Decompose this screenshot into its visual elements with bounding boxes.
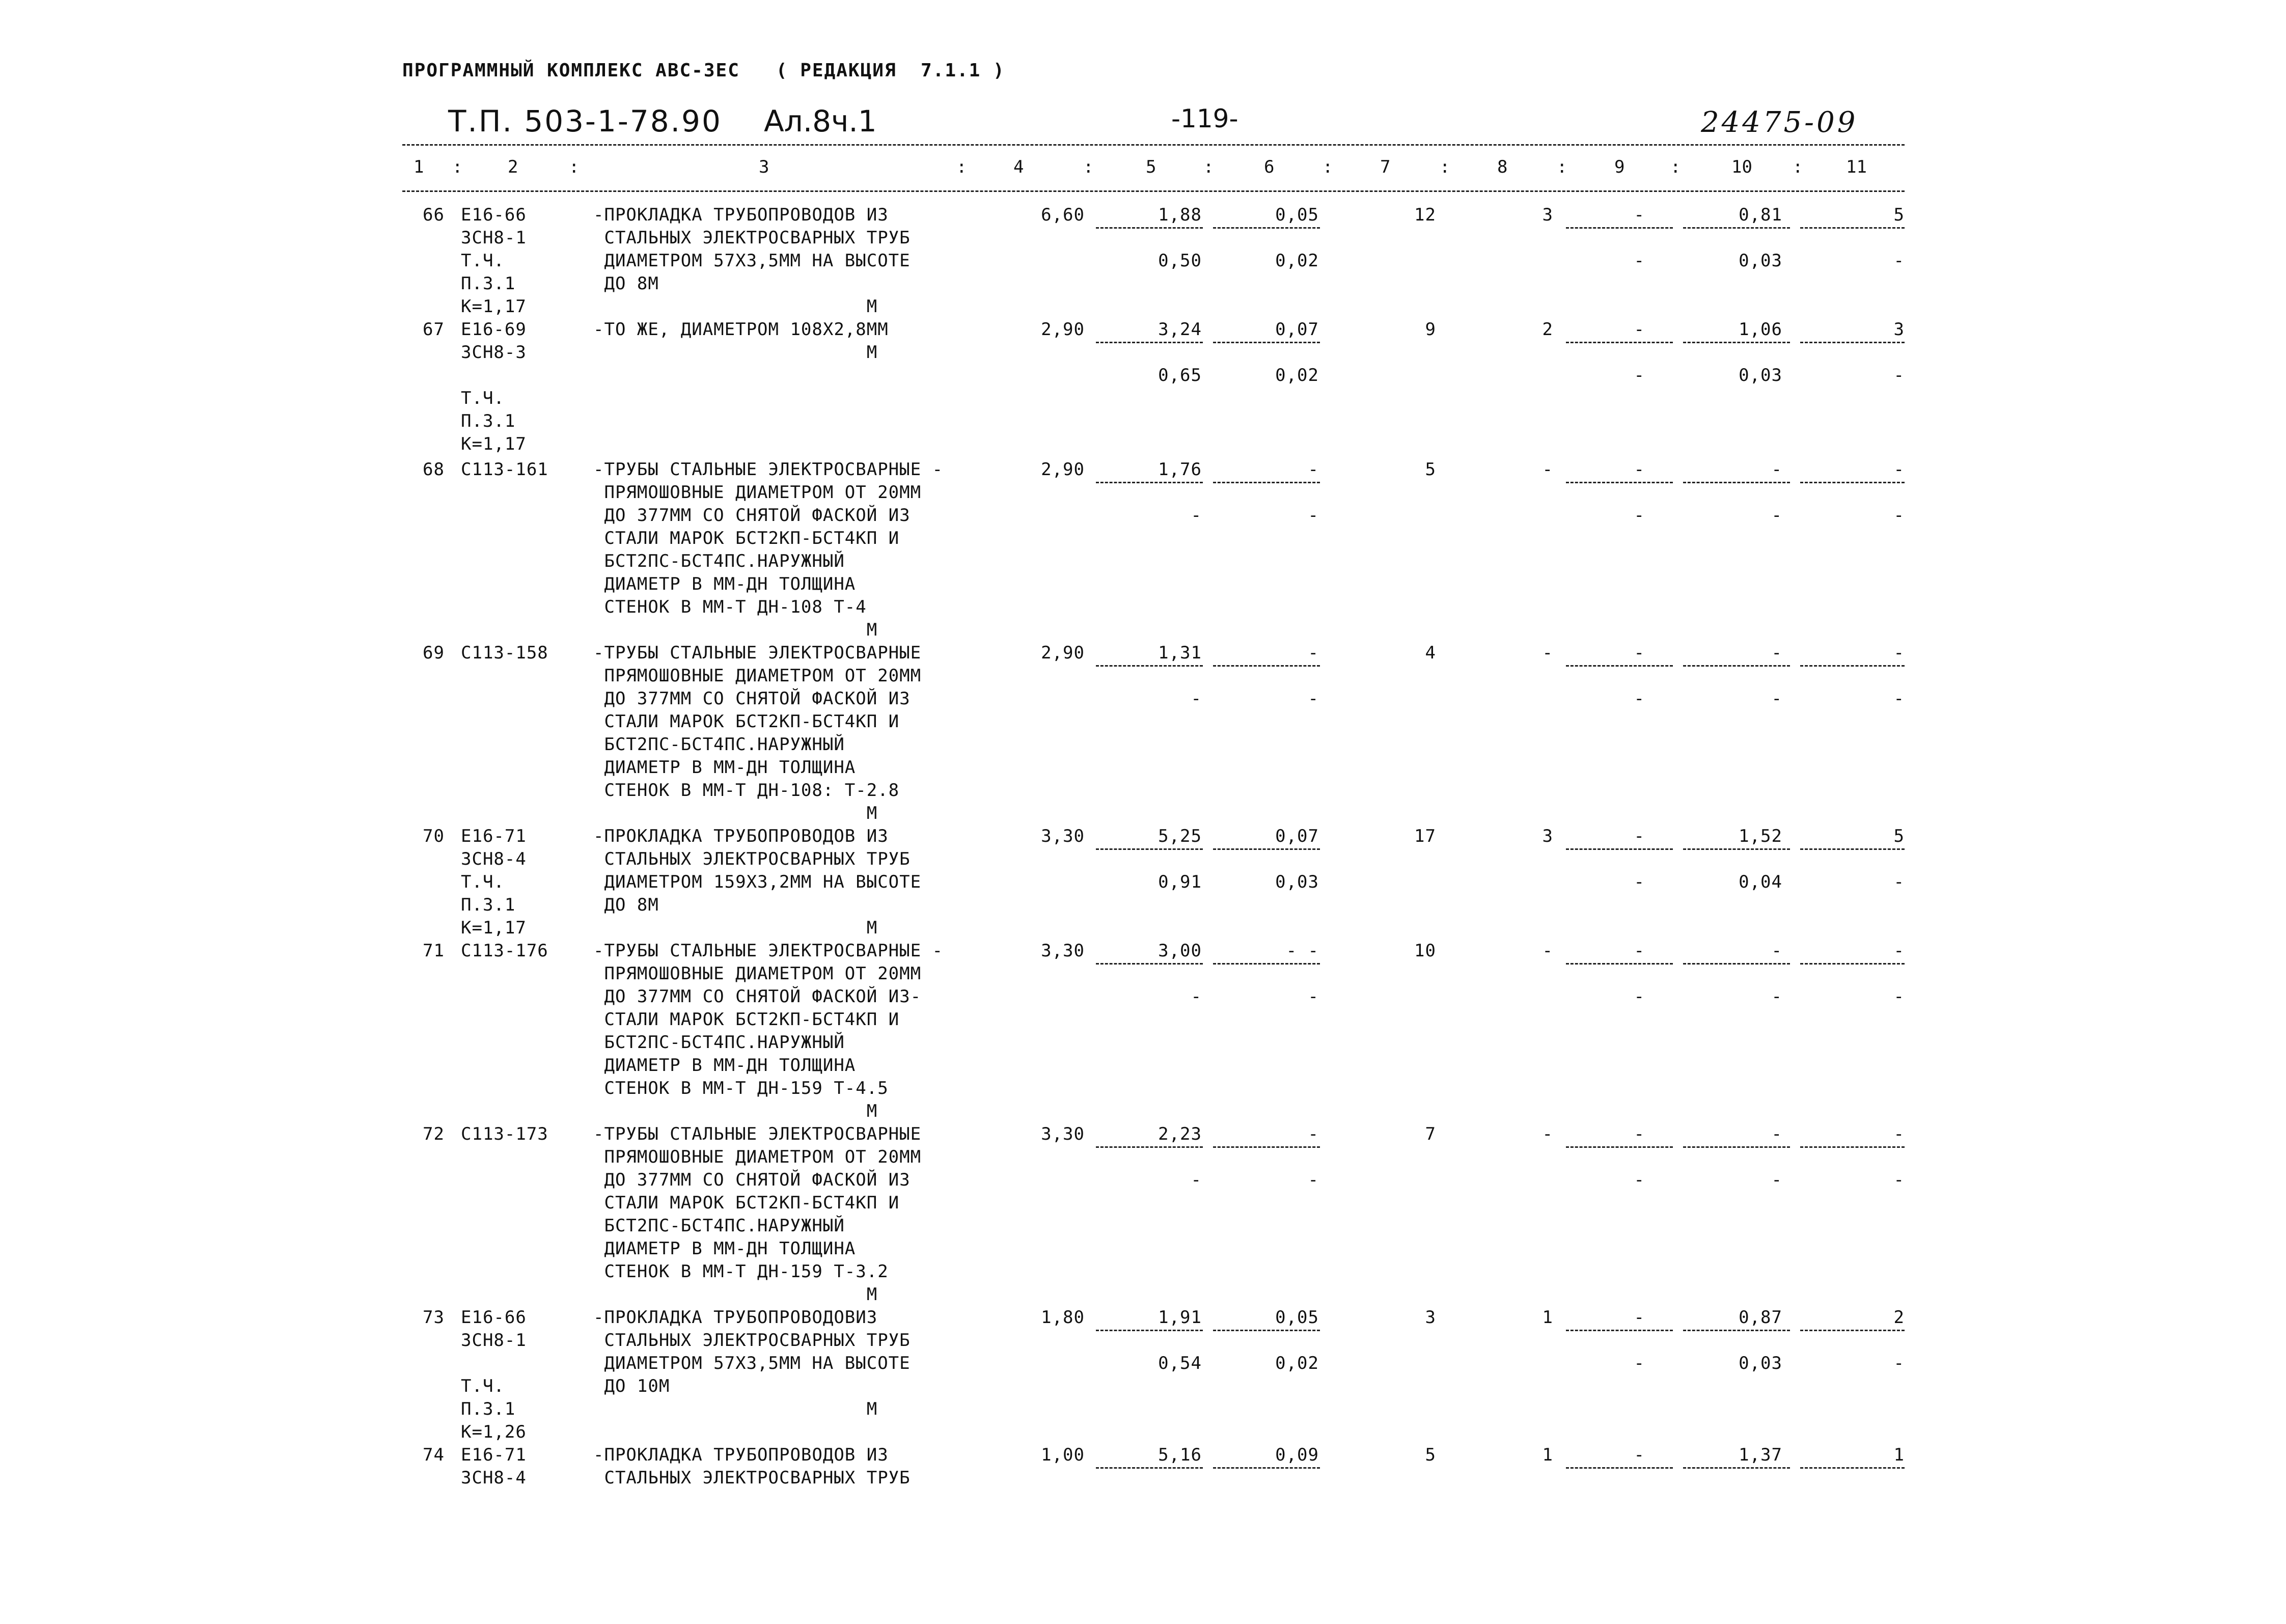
value-divider — [1683, 963, 1790, 965]
row-code: 3СН8-1 — [461, 228, 527, 248]
value-divider — [1683, 848, 1790, 850]
row-description: СТАЛЬНЫХ ЭЛЕКТРОСВАРНЫХ ТРУБ — [593, 849, 911, 869]
cell-c9: - — [1634, 365, 1645, 386]
col-header-3: 3 — [759, 157, 769, 177]
row-description: М — [593, 803, 878, 823]
cell-c11: - — [1893, 1353, 1905, 1373]
cell-c5: 3,24 — [1158, 319, 1202, 340]
row-description: ПРЯМОШОВНЫЕ ДИАМЕТРОМ ОТ 20ММ — [593, 964, 922, 984]
cell-col7: 5 — [1425, 459, 1436, 480]
cell-col4: 1,80 — [1041, 1307, 1085, 1328]
row-description: -ТО ЖЕ, ДИАМЕТРОМ 108Х2,8ММ — [593, 319, 889, 340]
cell-c5: 0,54 — [1158, 1353, 1202, 1373]
cell-c5: - — [1191, 1170, 1202, 1190]
row-number: 72 — [423, 1124, 445, 1144]
row-description: ДИАМЕТР В ММ-ДН ТОЛЩИНА — [593, 1055, 856, 1076]
cell-col4: 3,30 — [1041, 941, 1085, 961]
cell-col8: 3 — [1542, 205, 1553, 225]
cell-c6: 0,02 — [1275, 365, 1319, 386]
cell-c10: - — [1771, 1170, 1782, 1190]
cell-col8: - — [1542, 459, 1553, 480]
cell-col4: 2,90 — [1041, 319, 1085, 340]
cell-col4: 3,30 — [1041, 1124, 1085, 1144]
row-description: СТЕНОК В ММ-Т ДН-108: Т-2.8 — [593, 780, 900, 801]
row-description: -ТРУБЫ СТАЛЬНЫЕ ЭЛЕКТРОСВАРНЫЕ — [593, 1124, 922, 1144]
value-divider — [1096, 963, 1203, 965]
value-divider — [1096, 1330, 1203, 1331]
col-header-11: 11 — [1846, 157, 1867, 177]
row-code: 3СН8-4 — [461, 1468, 527, 1488]
col-sep: : — [1557, 157, 1567, 177]
value-divider — [1096, 848, 1203, 850]
value-divider — [1683, 1146, 1790, 1148]
cell-c10: 0,81 — [1739, 205, 1782, 225]
row-description: ДО 377ММ СО СНЯТОЙ ФАСКОЙ ИЗ — [593, 1170, 911, 1190]
row-description: ДИАМЕТР В ММ-ДН ТОЛЩИНА — [593, 574, 856, 594]
col-header-2: 2 — [508, 157, 518, 177]
value-divider — [1683, 1330, 1790, 1331]
value-divider — [1213, 1467, 1320, 1469]
value-divider — [1683, 227, 1790, 229]
value-divider — [1096, 1146, 1203, 1148]
cell-c6: - — [1308, 986, 1319, 1007]
cell-c9: - — [1634, 459, 1645, 480]
row-description: М — [593, 342, 878, 363]
value-divider — [1213, 482, 1320, 483]
row-description: М — [593, 918, 878, 938]
row-description: СТЕНОК В ММ-Т ДН-159 Т-4.5 — [593, 1078, 889, 1098]
document-code: Т.П. 503-1-78.90 — [448, 104, 722, 139]
row-description: ДИАМЕТРОМ 57Х3,5ММ НА ВЫСОТЕ — [593, 1353, 911, 1373]
value-divider — [1213, 848, 1320, 850]
cell-c5: 1,31 — [1158, 643, 1202, 663]
row-code: П.3.1 — [461, 1399, 516, 1419]
col-sep: : — [1793, 157, 1803, 177]
col-header-1: 1 — [414, 157, 424, 177]
row-number: 71 — [423, 941, 445, 961]
cell-c6: 0,07 — [1275, 826, 1319, 846]
row-description: М — [593, 1101, 878, 1121]
cell-col4: 2,90 — [1041, 459, 1085, 480]
cell-c9: - — [1634, 872, 1645, 892]
value-divider — [1800, 1467, 1905, 1469]
row-description: ДО 10М — [593, 1376, 670, 1396]
row-code: К=1,17 — [461, 918, 527, 938]
cell-c10: - — [1771, 1124, 1782, 1144]
col-sep: : — [1203, 157, 1214, 177]
col-sep: : — [1440, 157, 1450, 177]
row-description: СТАЛИ МАРОК БСТ2КП-БСТ4КП И — [593, 528, 900, 548]
cell-c5: - — [1191, 986, 1202, 1007]
row-description: СТАЛИ МАРОК БСТ2КП-БСТ4КП И — [593, 1193, 900, 1213]
col-header-5: 5 — [1146, 157, 1156, 177]
cell-c6: - — [1308, 1170, 1319, 1190]
value-divider — [1213, 665, 1320, 667]
value-divider — [1213, 1146, 1320, 1148]
cell-c6: 0,03 — [1275, 872, 1319, 892]
row-description: БСТ2ПС-БСТ4ПС.НАРУЖНЫЙ — [593, 734, 845, 755]
row-description: -ПРОКЛАДКА ТРУБОПРОВОДОВИЗ — [593, 1307, 878, 1328]
row-code: Е16-71 — [461, 826, 527, 846]
value-divider — [1096, 227, 1203, 229]
cell-c11: - — [1893, 986, 1905, 1007]
row-code: 3СН8-3 — [461, 342, 527, 363]
row-number: 70 — [423, 826, 445, 846]
row-description: ДО 8М — [593, 273, 659, 294]
row-description: СТАЛИ МАРОК БСТ2КП-БСТ4КП И — [593, 1009, 900, 1030]
row-code: С113-158 — [461, 643, 548, 663]
row-description: М — [593, 620, 878, 640]
cell-c10: - — [1771, 689, 1782, 709]
value-divider — [1800, 1330, 1905, 1331]
cell-c10: - — [1771, 643, 1782, 663]
cell-c6: - — [1308, 689, 1319, 709]
cell-c5: 0,91 — [1158, 872, 1202, 892]
cell-c11: - — [1893, 689, 1905, 709]
cell-c9: - — [1634, 1307, 1645, 1328]
row-code: С113-173 — [461, 1124, 548, 1144]
archive-number: 24475-09 — [1701, 106, 1858, 139]
cell-c6: - — [1308, 505, 1319, 526]
row-description: БСТ2ПС-БСТ4ПС.НАРУЖНЫЙ — [593, 1216, 845, 1236]
row-description: -ТРУБЫ СТАЛЬНЫЕ ЭЛЕКТРОСВАРНЫЕ - — [593, 941, 944, 961]
row-description: СТАЛЬНЫХ ЭЛЕКТРОСВАРНЫХ ТРУБ — [593, 1468, 911, 1488]
cell-c10: - — [1771, 505, 1782, 526]
col-sep: : — [1670, 157, 1681, 177]
cell-col8: 1 — [1542, 1445, 1553, 1465]
value-divider — [1800, 665, 1905, 667]
cell-c5: 1,76 — [1158, 459, 1202, 480]
cell-c6: 0,07 — [1275, 319, 1319, 340]
cell-col7: 12 — [1414, 205, 1436, 225]
cell-c11: 1 — [1893, 1445, 1905, 1465]
value-divider — [1213, 963, 1320, 965]
program-title: ПРОГРАММНЫЙ КОМПЛЕКС АВС-3ЕС ( РЕДАКЦИЯ 7.1.1 ) — [402, 60, 1005, 81]
row-code: Т.Ч. — [461, 872, 505, 892]
row-description: -ТРУБЫ СТАЛЬНЫЕ ЭЛЕКТРОСВАРНЫЕ - — [593, 459, 944, 480]
col-sep: : — [569, 157, 580, 177]
cell-c9: - — [1634, 941, 1645, 961]
cell-c10: 0,03 — [1739, 251, 1782, 271]
cell-c9: - — [1634, 1170, 1645, 1190]
cell-c9: - — [1634, 205, 1645, 225]
cell-c10: 0,03 — [1739, 1353, 1782, 1373]
row-code: Т.Ч. — [461, 388, 505, 408]
row-description: ДИАМЕТР В ММ-ДН ТОЛЩИНА — [593, 1238, 856, 1259]
col-header-8: 8 — [1497, 157, 1508, 177]
value-divider — [1566, 482, 1673, 483]
cell-c5: 2,23 — [1158, 1124, 1202, 1144]
cell-c10: - — [1771, 941, 1782, 961]
cell-c9: - — [1634, 319, 1645, 340]
value-divider — [1683, 342, 1790, 343]
row-description: СТЕНОК В ММ-Т ДН-108 Т-4 — [593, 597, 867, 617]
row-description: ДО 8М — [593, 895, 659, 915]
cell-c11: - — [1893, 365, 1905, 386]
cell-col4: 2,90 — [1041, 643, 1085, 663]
cell-col8: - — [1542, 1124, 1553, 1144]
cell-c9: - — [1634, 1124, 1645, 1144]
cell-c10: - — [1771, 459, 1782, 480]
cell-col8: 1 — [1542, 1307, 1553, 1328]
row-description: -ПРОКЛАДКА ТРУБОПРОВОДОВ ИЗ — [593, 826, 889, 846]
cell-c11: 5 — [1893, 205, 1905, 225]
cell-c5: 0,65 — [1158, 365, 1202, 386]
cell-col8: - — [1542, 941, 1553, 961]
row-description: СТАЛЬНЫХ ЭЛЕКТРОСВАРНЫХ ТРУБ — [593, 228, 911, 248]
cell-col8: 2 — [1542, 319, 1553, 340]
row-description: СТАЛЬНЫХ ЭЛЕКТРОСВАРНЫХ ТРУБ — [593, 1330, 911, 1351]
col-sep: : — [956, 157, 967, 177]
cell-c9: - — [1634, 251, 1645, 271]
row-code: П.3.1 — [461, 895, 516, 915]
row-code: Е16-66 — [461, 205, 527, 225]
row-description: ПРЯМОШОВНЫЕ ДИАМЕТРОМ ОТ 20ММ — [593, 482, 922, 503]
cell-c11: - — [1893, 872, 1905, 892]
row-description: ДО 377ММ СО СНЯТОЙ ФАСКОЙ ИЗ- — [593, 986, 922, 1007]
cell-c5: 1,91 — [1158, 1307, 1202, 1328]
cell-c5: 1,88 — [1158, 205, 1202, 225]
cell-c10: 1,06 — [1739, 319, 1782, 340]
cell-c10: 0,87 — [1739, 1307, 1782, 1328]
value-divider — [1566, 665, 1673, 667]
cell-c6: - — [1308, 1124, 1319, 1144]
value-divider — [1800, 227, 1905, 229]
row-description: -ТРУБЫ СТАЛЬНЫЕ ЭЛЕКТРОСВАРНЫЕ — [593, 643, 922, 663]
value-divider — [1566, 227, 1673, 229]
value-divider — [1683, 665, 1790, 667]
cell-c9: - — [1634, 1445, 1645, 1465]
row-code: К=1,17 — [461, 434, 527, 454]
row-code: К=1,17 — [461, 296, 527, 317]
value-divider — [1800, 1146, 1905, 1148]
col-sep: : — [452, 157, 463, 177]
col-sep: : — [1083, 157, 1094, 177]
cell-col7: 7 — [1425, 1124, 1436, 1144]
cell-c5: 5,16 — [1158, 1445, 1202, 1465]
cell-c5: 3,00 — [1158, 941, 1202, 961]
cell-c11: - — [1893, 941, 1905, 961]
cell-col4: 6,60 — [1041, 205, 1085, 225]
row-number: 67 — [423, 319, 445, 340]
row-code: К=1,26 — [461, 1422, 527, 1442]
cell-c11: - — [1893, 505, 1905, 526]
row-description: М — [593, 1284, 878, 1305]
cell-col8: - — [1542, 643, 1553, 663]
row-number: 68 — [423, 459, 445, 480]
cell-c6: - — [1308, 459, 1319, 480]
value-divider — [1566, 342, 1673, 343]
row-description: СТЕНОК В ММ-Т ДН-159 Т-3.2 — [593, 1261, 889, 1282]
cell-c11: - — [1893, 459, 1905, 480]
cell-c9: - — [1634, 986, 1645, 1007]
col-header-9: 9 — [1614, 157, 1625, 177]
value-divider — [1566, 1330, 1673, 1331]
value-divider — [1800, 848, 1905, 850]
row-description: ПРЯМОШОВНЫЕ ДИАМЕТРОМ ОТ 20ММ — [593, 666, 922, 686]
cell-col7: 3 — [1425, 1307, 1436, 1328]
cell-c9: - — [1634, 689, 1645, 709]
cell-c6: 0,02 — [1275, 251, 1319, 271]
row-code: Т.Ч. — [461, 1376, 505, 1396]
cell-c5: 5,25 — [1158, 826, 1202, 846]
row-description: -ПРОКЛАДКА ТРУБОПРОВОДОВ ИЗ — [593, 205, 889, 225]
value-divider — [1096, 342, 1203, 343]
row-description: ДИАМЕТР В ММ-ДН ТОЛЩИНА — [593, 757, 856, 778]
value-divider — [1566, 848, 1673, 850]
row-code: Е16-66 — [461, 1307, 527, 1328]
value-divider — [1566, 1467, 1673, 1469]
value-divider — [1566, 963, 1673, 965]
value-divider — [1096, 482, 1203, 483]
cell-c10: 1,37 — [1739, 1445, 1782, 1465]
cell-c9: - — [1634, 643, 1645, 663]
cell-c9: - — [1634, 505, 1645, 526]
cell-c5: 0,50 — [1158, 251, 1202, 271]
cell-col8: 3 — [1542, 826, 1553, 846]
row-code: 3СН8-1 — [461, 1330, 527, 1351]
row-description: ДИАМЕТРОМ 57Х3,5ММ НА ВЫСОТЕ — [593, 251, 911, 271]
cell-c11: 3 — [1893, 319, 1905, 340]
col-header-7: 7 — [1380, 157, 1391, 177]
cell-col7: 17 — [1414, 826, 1436, 846]
row-description: БСТ2ПС-БСТ4ПС.НАРУЖНЫЙ — [593, 1032, 845, 1053]
cell-c11: - — [1893, 1124, 1905, 1144]
cell-col7: 5 — [1425, 1445, 1436, 1465]
row-description: ДИАМЕТРОМ 159Х3,2ММ НА ВЫСОТЕ — [593, 872, 922, 892]
col-header-4: 4 — [1013, 157, 1024, 177]
page-number: -119- — [1171, 104, 1238, 133]
cell-c6: 0,05 — [1275, 1307, 1319, 1328]
row-code: Т.Ч. — [461, 251, 505, 271]
cell-c11: 5 — [1893, 826, 1905, 846]
cell-c6: - - — [1286, 941, 1319, 961]
value-divider — [1213, 1330, 1320, 1331]
row-code: Е16-69 — [461, 319, 527, 340]
value-divider — [1096, 1467, 1203, 1469]
row-code: С113-176 — [461, 941, 548, 961]
value-divider — [1683, 482, 1790, 483]
row-description: ДО 377ММ СО СНЯТОЙ ФАСКОЙ ИЗ — [593, 689, 911, 709]
value-divider — [1683, 1467, 1790, 1469]
cell-c11: 2 — [1893, 1307, 1905, 1328]
value-divider — [1800, 342, 1905, 343]
row-number: 69 — [423, 643, 445, 663]
cell-c5: - — [1191, 505, 1202, 526]
row-code: П.3.1 — [461, 273, 516, 294]
cell-col7: 10 — [1414, 941, 1436, 961]
row-code: С113-161 — [461, 459, 548, 480]
cell-c6: 0,09 — [1275, 1445, 1319, 1465]
album-label: Ал.8ч.1 — [764, 104, 877, 139]
row-code: Е16-71 — [461, 1445, 527, 1465]
cell-col7: 4 — [1425, 643, 1436, 663]
row-description: -ПРОКЛАДКА ТРУБОПРОВОДОВ ИЗ — [593, 1445, 889, 1465]
value-divider — [1800, 482, 1905, 483]
row-description: ДО 377ММ СО СНЯТОЙ ФАСКОЙ ИЗ — [593, 505, 911, 526]
value-divider — [1213, 342, 1320, 343]
value-divider — [1800, 963, 1905, 965]
cell-c6: 0,02 — [1275, 1353, 1319, 1373]
cell-c9: - — [1634, 826, 1645, 846]
row-number: 66 — [423, 205, 445, 225]
row-description: СТАЛИ МАРОК БСТ2КП-БСТ4КП И — [593, 711, 900, 732]
cell-c10: 0,04 — [1739, 872, 1782, 892]
value-divider — [1096, 665, 1203, 667]
row-code: 3СН8-4 — [461, 849, 527, 869]
row-description: ПРЯМОШОВНЫЕ ДИАМЕТРОМ ОТ 20ММ — [593, 1147, 922, 1167]
cell-c9: - — [1634, 1353, 1645, 1373]
cell-c11: - — [1893, 1170, 1905, 1190]
row-description: БСТ2ПС-БСТ4ПС.НАРУЖНЫЙ — [593, 551, 845, 571]
cell-c11: - — [1893, 643, 1905, 663]
value-divider — [1566, 1146, 1673, 1148]
row-description: М — [593, 296, 878, 317]
cell-c10: - — [1771, 986, 1782, 1007]
cell-col4: 3,30 — [1041, 826, 1085, 846]
cell-c6: - — [1308, 643, 1319, 663]
cell-c10: 0,03 — [1739, 365, 1782, 386]
cell-c10: 1,52 — [1739, 826, 1782, 846]
row-code: П.3.1 — [461, 411, 516, 431]
col-header-10: 10 — [1731, 157, 1752, 177]
cell-col7: 9 — [1425, 319, 1436, 340]
value-divider — [1213, 227, 1320, 229]
cell-col4: 1,00 — [1041, 1445, 1085, 1465]
row-description: М — [593, 1399, 878, 1419]
row-number: 73 — [423, 1307, 445, 1328]
col-sep: : — [1323, 157, 1333, 177]
cell-c5: - — [1191, 689, 1202, 709]
row-number: 74 — [423, 1445, 445, 1465]
cell-c6: 0,05 — [1275, 205, 1319, 225]
col-header-6: 6 — [1264, 157, 1275, 177]
cell-c11: - — [1893, 251, 1905, 271]
